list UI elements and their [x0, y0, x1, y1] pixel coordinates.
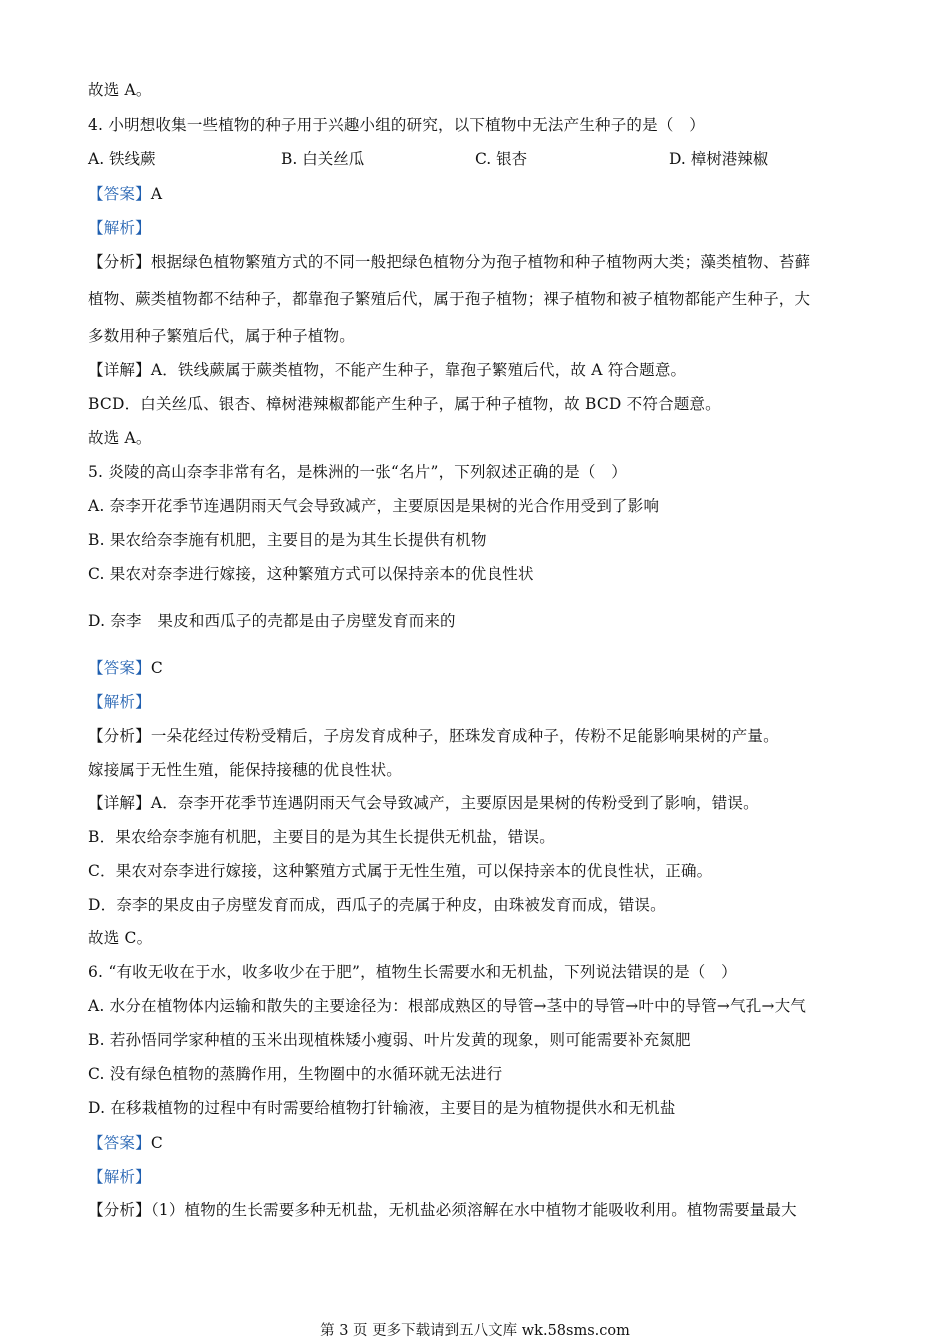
- answer-tag: 【答案】: [88, 185, 151, 203]
- q4-option-a: A. 铁线蕨: [88, 150, 156, 168]
- q5-option-d: D. 奈李 果皮和西瓜子的壳都是由子房壁发育而来的: [88, 612, 456, 630]
- answer-tag: 【答案】: [88, 659, 151, 677]
- answer-value: A: [150, 185, 163, 203]
- q6-option-a: A. 水分在植物体内运输和散失的主要途径为：根部成熟区的导管→茎中的导管→叶中的导管→气孔→大气: [88, 997, 807, 1015]
- q4-xiangjie-line-1: [88, 360, 686, 380]
- q6-jiexi-tag: 【解析】: [88, 1168, 151, 1186]
- xiangjie-text: A．奈李开花季节连遇阴雨天气会导致减产，主要原因是果树的传粉受到了影响，错误。: [150, 794, 759, 812]
- q5-jiexi-tag: 【解析】: [88, 693, 151, 711]
- q5-fenxi-line-2: 嫁接属于无性生殖，能保持接穗的优良性状。: [88, 761, 403, 779]
- xiangjie-tag: 【详解】: [88, 794, 151, 812]
- conclusion-text: 故选 A。: [88, 81, 152, 99]
- question-6-stem: 6. “有收无收在于水，收多收少在于肥”，植物生长需要水和无机盐，下列说法错误的是（ ）: [88, 963, 737, 981]
- q6-fenxi-line-1: [88, 1200, 797, 1220]
- q5-option-a: A. 奈李开花季节连遇阴雨天气会导致减产，主要原因是果树的光合作用受到了影响: [88, 497, 660, 515]
- q4-fenxi-line-1: [88, 252, 810, 272]
- q5-option-b: B. 果农给奈李施有机肥，主要目的是为其生长提供有机物: [88, 531, 487, 549]
- fenxi-tag: 【分析】: [88, 1201, 151, 1219]
- q5-option-c: C. 果农对奈李进行嫁接，这种繁殖方式可以保持亲本的优良性状: [88, 565, 534, 583]
- fenxi-text: 一朵花经过传粉受精后，子房发育成种子，胚珠发育成种子，传粉不足能影响果树的产量。: [150, 727, 779, 745]
- question-4-stem: 4. 小明想收集一些植物的种子用于兴趣小组的研究，以下植物中无法产生种子的是（ ）: [88, 116, 705, 134]
- fenxi-text: 根据绿色植物繁殖方式的不同一般把绿色植物分为孢子植物和种子植物两大类；藻类植物、苔藓: [150, 253, 811, 271]
- answer-value: C: [150, 659, 163, 677]
- q6-answer: [88, 1133, 163, 1153]
- q5-xiangjie-d: D．奈李的果皮由子房壁发育而成，西瓜子的壳属于种皮，由珠被发育而成，错误。: [88, 896, 666, 914]
- q5-answer: [88, 658, 163, 678]
- xiangjie-text: A．铁线蕨属于蕨类植物，不能产生种子，靠孢子繁殖后代，故 A 符合题意。: [150, 361, 687, 379]
- answer-value: C: [150, 1134, 163, 1152]
- q5-conclusion: 故选 C。: [88, 929, 153, 947]
- q4-answer: [88, 184, 162, 204]
- q5-xiangjie-b: B．果农给奈李施有机肥，主要目的是为其生长提供无机盐，错误。: [88, 828, 555, 846]
- fenxi-tag: 【分析】: [88, 727, 151, 745]
- q6-option-c: C. 没有绿色植物的蒸腾作用，生物圈中的水循环就无法进行: [88, 1065, 503, 1083]
- q5-xiangjie-c: C．果农对奈李进行嫁接，这种繁殖方式属于无性生殖，可以保持亲本的优良性状，正确。: [88, 862, 713, 880]
- xiangjie-tag: 【详解】: [88, 361, 151, 379]
- q6-option-b: B. 若孙悟同学家种植的玉米出现植株矮小瘦弱、叶片发黄的现象，则可能需要补充氮肥: [88, 1031, 691, 1049]
- q4-xiangjie-line-2: BCD．白关丝瓜、银杏、樟树港辣椒都能产生种子，属于种子植物，故 BCD 不符合题意。: [88, 395, 721, 413]
- page-footer: 第 3 页 更多下载请到五八文库 wk.58sms.com: [320, 1323, 630, 1339]
- q6-option-d: D. 在移栽植物的过程中有时需要给植物打针输液，主要目的是为植物提供水和无机盐: [88, 1099, 676, 1117]
- q4-jiexi-tag: 【解析】: [88, 219, 151, 237]
- answer-tag: 【答案】: [88, 1134, 151, 1152]
- fenxi-tag: 【分析】: [88, 253, 151, 271]
- fenxi-text: （1）植物的生长需要多种无机盐，无机盐必须溶解在水中植物才能吸收利用。植物需要量最大: [150, 1201, 797, 1219]
- q4-fenxi-line-2: 植物、蕨类植物都不结种子，都靠孢子繁殖后代，属于孢子植物；裸子植物和被子植物都能产生种子，大: [88, 290, 811, 308]
- q5-fenxi-line-1: [88, 726, 779, 746]
- q4-option-b: B. 白关丝瓜: [281, 150, 365, 168]
- q4-option-c: C. 银杏: [475, 150, 528, 168]
- question-5-stem: 5. 炎陵的高山奈李非常有名，是株洲的一张“名片”，下列叙述正确的是（ ）: [88, 463, 627, 481]
- q5-xiangjie-a: [88, 793, 759, 813]
- q4-conclusion: 故选 A。: [88, 429, 152, 447]
- q4-fenxi-line-3: 多数用种子繁殖后代，属于种子植物。: [88, 327, 355, 345]
- q4-option-d: D. 樟树港辣椒: [669, 150, 769, 168]
